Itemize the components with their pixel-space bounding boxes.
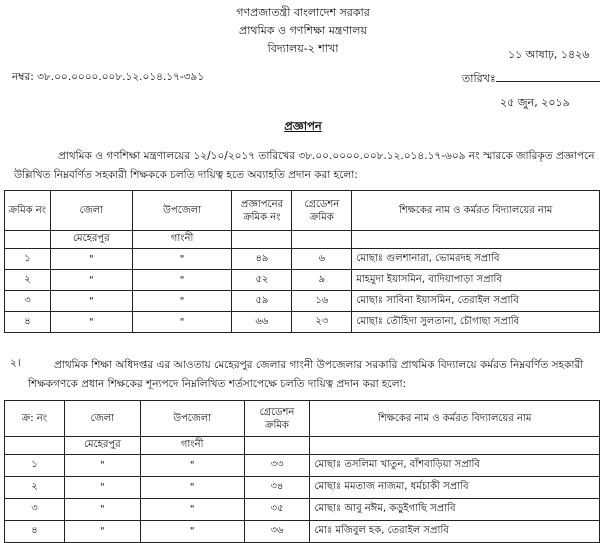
cell: " — [64, 477, 140, 499]
t1-header-teacher: শিক্ষকের নাম ও কর্মরত বিদ্যালয়ের নাম — [352, 191, 600, 231]
t2-header-gradation: গ্রেডেশন ক্রমিক — [244, 401, 310, 437]
district: মেহেরপুর — [50, 231, 132, 249]
memo-number: নম্বর: ৩৮.০০.০০০০.০০৮.১২.০১৪.১৭-৩৯১ — [12, 71, 205, 83]
table-row — [5, 291, 600, 312]
t1-header-gradation: গ্রেডেশন ক্রমিক — [292, 191, 352, 231]
cell: ৫৯ — [232, 291, 292, 312]
table-row — [5, 249, 600, 270]
cell: " — [132, 291, 232, 312]
govt-name: গণপ্রজাতন্ত্রী বাংলাদেশ সরকার — [236, 6, 370, 19]
cell: ২৩ — [292, 312, 352, 333]
district: মেহেরপুর — [64, 437, 140, 455]
cell: ৩৪ — [244, 477, 310, 499]
t2-header-district: জেলা — [64, 401, 140, 437]
table-row — [5, 521, 600, 543]
cell: মোছাঃ মমতাজ নাজমা, ধর্মচাকী সপ্রাবি — [310, 477, 600, 499]
table-row — [5, 231, 600, 249]
cell: ৬৬ — [232, 312, 292, 333]
cell: মোছাঃ তৌহিদা সুলতানা, চৌগাছা সপ্রাবি — [352, 312, 600, 333]
cell: ১ — [5, 455, 65, 477]
paragraph-2-number: ২। — [10, 357, 21, 369]
cell: " — [140, 455, 244, 477]
table-row — [5, 312, 600, 333]
t2-header-upazila: উপজেলা — [140, 401, 244, 437]
upazila: গাংনী — [140, 437, 244, 455]
cell: মাহমুদা ইয়াসমিন, বাদিয়াপাড়া সপ্রাবি — [352, 270, 600, 291]
cell: " — [64, 455, 140, 477]
date-divider — [496, 81, 600, 82]
cell: ৫২ — [232, 270, 292, 291]
paragraph-2: প্রাথমিক শিক্ষা অধিদপ্তর এর আওতায় মেহেরপুর জেলার গাংনী উপজেলার সরকারি প্রাথমিক বিদ্যালয়ে কর্মরত নিম্নবর্ণিত সহকারী শিক্ষকগণকে প্রধান শিক্ষকের শূন্যপদে নিম্নলিখিত শর্তসাপেক্ষে চলতি দায়িত্ব প্রদান করা হলো: — [28, 359, 584, 390]
cell: ২ — [5, 477, 65, 499]
cell: ৪৯ — [232, 249, 292, 270]
cell: মোছাঃ গুলশানারা, ভোমরদহ সপ্রাবি — [352, 249, 600, 270]
table-1 — [4, 190, 600, 333]
cell: মোছাঃ আবু নঈম, কড়ুইগাছি সপ্রাবি — [310, 499, 600, 521]
cell: " — [50, 270, 132, 291]
cell: ৪ — [5, 312, 51, 333]
cell: " — [50, 291, 132, 312]
cell: ৪ — [5, 521, 65, 543]
cell: " — [64, 499, 140, 521]
date-label: তারিখঃ — [462, 72, 496, 85]
table-row — [5, 499, 600, 521]
cell: " — [140, 521, 244, 543]
cell: ১ — [5, 249, 51, 270]
cell: " — [64, 521, 140, 543]
ministry-name: প্রাথমিক ও গণশিক্ষা মন্ত্রণালয় — [239, 24, 367, 37]
cell: মোঃ মজিবুল হক, তেরাইল সপ্রাবি — [310, 521, 600, 543]
cell: ১৬ — [292, 291, 352, 312]
cell: ৩৩ — [244, 455, 310, 477]
cell: ৯ — [292, 270, 352, 291]
cell: " — [50, 249, 132, 270]
t1-header-district: জেলা — [50, 191, 132, 231]
t1-header-upazila: উপজেলা — [132, 191, 232, 231]
cell: ২ — [5, 270, 51, 291]
table-2 — [4, 400, 600, 543]
cell: " — [140, 499, 244, 521]
cell: মোছাঃ সাবিনা ইয়াসমিন, তেরাইল সপ্রাবি — [352, 291, 600, 312]
cell: ৩৬ — [244, 521, 310, 543]
upazila: গাংনী — [132, 231, 232, 249]
t1-header-notification-serial: প্রজ্ঞাপনের ক্রমিক নং — [232, 191, 292, 231]
cell: ৩ — [5, 499, 65, 521]
cell: ৩৫ — [244, 499, 310, 521]
section-name: বিদ্যালয়-২ শাখা — [267, 42, 339, 55]
cell: ৩ — [5, 291, 51, 312]
cell: মোছাঃ তসলিমা খাতুন, বাঁশবাড়িয়া সপ্রাবি — [310, 455, 600, 477]
notification-title: প্রজ্ঞাপন — [284, 119, 322, 133]
cell: ৬ — [292, 249, 352, 270]
paragraph-1: প্রাথমিক ও গণশিক্ষা মন্ত্রণালয়ের ১২/১০/২০১৭ তারিখের ৩৮.০০.০০০০.০০৮.১২.০১৪.১৭-৬০৯ নং স্মারকে জারিকৃত প্রজ্ঞাপনে উল্লিখিত নিম্নবর্ণিত সহকারী শিক্ষককে চলতি দায়িত্ব হতে অব্যাহতি প্রদান করা হলো: — [14, 150, 595, 181]
t1-header-serial: ক্রমিক নং — [5, 191, 51, 231]
date-bengali: ১১ আষাঢ়, ১৪২৬ — [508, 48, 590, 61]
cell: " — [132, 270, 232, 291]
table-row — [5, 437, 600, 455]
date-english: ২৫ জুন, ২০১৯ — [500, 96, 570, 109]
cell: " — [140, 477, 244, 499]
cell: " — [132, 249, 232, 270]
cell: " — [50, 312, 132, 333]
table-row — [5, 477, 600, 499]
table-2-header-row — [5, 401, 600, 437]
t2-header-teacher: শিক্ষকের নাম ও কর্মরত বিদ্যালয়ের নাম — [310, 401, 600, 437]
table-row — [5, 270, 600, 291]
table-1-header-row — [5, 191, 600, 231]
t2-header-serial: ক্র: নং — [5, 401, 65, 437]
cell: " — [132, 312, 232, 333]
table-row — [5, 455, 600, 477]
